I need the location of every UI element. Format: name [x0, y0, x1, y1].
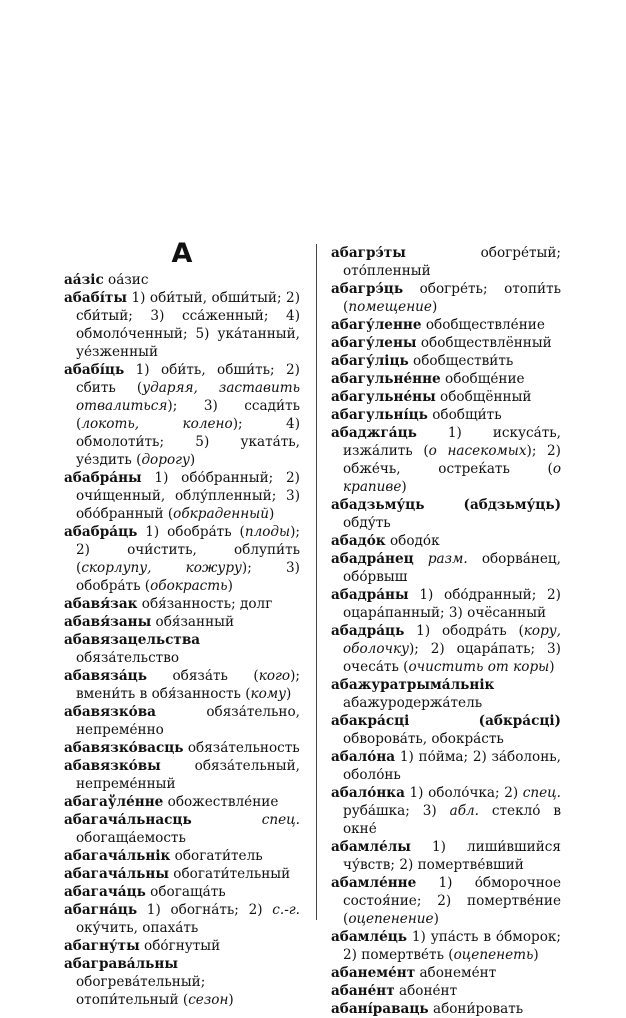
entry-translation: 1) упа́сть в о́бморок; 2) помертве́ть ( — [343, 929, 561, 963]
entry-translation: 1) обобра́ть ( — [137, 524, 245, 540]
dictionary-entry — [64, 811, 300, 847]
entry-headword: абажуратрыма́льнік — [331, 677, 495, 693]
dictionary-entry — [64, 631, 300, 667]
entry-label: локоть, колено — [81, 416, 233, 432]
dictionary-entry — [64, 739, 300, 757]
entry-translation: обо́гнутый — [139, 938, 221, 954]
entry-label: дорогу — [141, 452, 190, 468]
entry-label: абл. — [449, 803, 479, 819]
dictionary-entry — [64, 865, 300, 883]
entry-label: обокрасть — [150, 578, 228, 594]
entry-translation: ) — [433, 911, 439, 927]
entry-translation: ); 4) обмолоти́ть; 5) уката́ть, уе́здить ( — [76, 416, 300, 468]
dictionary-entry — [331, 622, 561, 676]
entry-translation: обогре́ть; отопи́ть ( — [343, 281, 561, 315]
entry-label: спец. — [261, 812, 300, 828]
entry-label: оцепенеть — [453, 947, 534, 963]
dictionary-entry — [64, 847, 300, 865]
dictionary-entry — [331, 838, 561, 874]
entry-translation: стекло́ в окне́ — [343, 803, 561, 837]
entry-translation: обя́занный — [151, 614, 235, 630]
entry-translation: ); 2) обже́чь, остреќать ( — [343, 443, 561, 477]
entry-headword: абані́раваць — [331, 1001, 429, 1017]
entry-label: плоды — [244, 524, 291, 540]
entry-label: с.-г. — [272, 902, 300, 918]
entry-translation: обобществле́ние — [421, 317, 545, 333]
entry-headword: абавязко́ва — [64, 704, 156, 720]
entry-headword: абадра́ны — [331, 587, 409, 603]
entry-translation: ) — [228, 992, 234, 1008]
dictionary-entry — [331, 928, 561, 964]
entry-headword: абагача́льны — [64, 866, 169, 882]
dictionary-entry — [64, 361, 300, 469]
entry-translation: обобще́ние — [440, 371, 525, 387]
entry-headword: абагна́ць — [64, 902, 138, 918]
entry-translation: ) — [401, 479, 407, 495]
entry-translation: обогаща́емость — [76, 830, 186, 846]
entry-label: разм. — [427, 551, 468, 567]
entry-label: о насекомых — [428, 443, 527, 459]
entry-label: кору, оболочку — [343, 623, 561, 657]
dictionary-entry — [64, 757, 300, 793]
entry-translation: абонеме́нт — [415, 965, 497, 981]
entry-translation: обяза́тельно, непреме́нно — [76, 704, 300, 738]
entry-translation: ) — [286, 686, 292, 702]
entry-translation: обяза́тельность — [183, 740, 300, 756]
entry-translation: обожествле́ние — [163, 794, 279, 810]
dictionary-entry — [64, 271, 300, 289]
entry-translation: ); 2) оцара́пать; 3) очеса́ть ( — [343, 641, 561, 675]
entry-translation: 1) обогна́ть; 2) — [137, 902, 273, 918]
entry-translation: обяза́ть ( — [146, 668, 259, 684]
dictionary-entry — [64, 469, 300, 523]
entry-translation: руба́шка; 3) — [343, 803, 450, 819]
entry-headword: абагача́льнік — [64, 848, 171, 864]
entry-translation: обяза́тельство — [76, 650, 180, 666]
entry-translation: абоне́нт — [394, 983, 458, 999]
entry-translation: ); 2) очи́стить, облупи́ть ( — [76, 524, 300, 576]
entry-label: обкраденный — [173, 506, 269, 522]
dictionary-entry — [331, 676, 561, 712]
dictionary-entry — [64, 595, 300, 613]
entry-translation: обяза́тельный, непреме́нный — [76, 758, 300, 792]
entry-headword: абавяза́ць — [64, 668, 147, 684]
dictionary-entry — [331, 982, 561, 1000]
entry-headword: абабра́ны — [64, 470, 142, 486]
dictionary-entry — [331, 712, 561, 748]
entry-headword: абабра́ць — [64, 524, 138, 540]
dictionary-entry — [331, 244, 561, 280]
entry-headword: абагрэ́ты — [331, 245, 406, 261]
left-entry-list — [64, 271, 300, 1009]
entry-translation: ) — [189, 452, 196, 468]
dictionary-entry — [331, 496, 561, 532]
entry-translation: абони́ровать — [428, 1001, 524, 1017]
entry-label: скорлупу, кожуру — [81, 560, 242, 576]
entry-translation: обогати́тельный — [168, 866, 291, 882]
entry-translation: ) — [533, 947, 539, 963]
entry-translation: 1) оби́тый, обши́тый; 2) сби́тый; 3) сса́женный; 4) обмоло́ченный; 5) ука́танный, уе́зженный — [76, 290, 300, 360]
entry-translation: 1) искуса́ть, изжа́лить ( — [343, 425, 561, 459]
dictionary-entry — [331, 316, 561, 334]
entry-translation: ); 3) обобра́ть ( — [76, 560, 300, 594]
entry-translation: обобществи́ть — [408, 353, 514, 369]
entry-translation: ) — [431, 299, 438, 315]
entry-label: ударяя, заставить отвалиться — [76, 380, 300, 414]
entry-translation: абажуродержа́тель — [343, 695, 483, 711]
entry-headword: абагульне́нне — [331, 371, 441, 387]
dictionary-entry — [331, 748, 561, 784]
entry-translation: 1) обо́бранный; 2) очи́щенный, облу́пленный; 3) обо́бранный ( — [76, 470, 300, 522]
entry-label: помещение — [348, 299, 432, 315]
entry-label: сезон — [188, 992, 229, 1008]
entry-headword: абавязко́васць — [64, 740, 184, 756]
dictionary-entry — [331, 424, 561, 496]
entry-label: очистить от коры — [408, 659, 550, 675]
section-letter: А — [171, 238, 193, 269]
right-column — [331, 244, 561, 1018]
dictionary-entry — [331, 874, 561, 928]
entry-headword: абадзьму́ць (абдзьму́ць) — [331, 497, 561, 513]
dictionary-entry — [331, 388, 561, 406]
column-divider — [316, 244, 317, 920]
dictionary-entry — [64, 667, 300, 703]
entry-translation: обя́занность; долг — [137, 596, 273, 612]
entry-headword: абадо́к — [331, 533, 386, 549]
entry-headword: абагрэ́ць — [331, 281, 404, 297]
entry-translation: ) — [268, 506, 275, 522]
entry-translation — [414, 551, 428, 567]
entry-headword: абаграва́льны — [64, 956, 178, 972]
entry-headword: абагну́ты — [64, 938, 140, 954]
entry-headword: абагу́лены — [331, 335, 417, 351]
entry-headword: абагульне́ны — [331, 389, 436, 405]
entry-headword: абаджга́ць — [331, 425, 417, 441]
entry-translation: обобществлённый — [416, 335, 552, 351]
dictionary-entry — [64, 703, 300, 739]
dictionary-entry — [331, 964, 561, 982]
entry-headword: абамле́нне — [331, 875, 417, 891]
entry-translation: обворова́ть, обокра́сть — [343, 731, 504, 747]
entry-headword: абагу́ліць — [331, 353, 409, 369]
entry-headword: абавя́зак — [64, 596, 138, 612]
entry-translation: 1) оболо́чка; 2) — [404, 785, 523, 801]
entry-headword: абагу́ленне — [331, 317, 422, 333]
entry-headword: абало́нка — [331, 785, 405, 801]
dictionary-entry — [64, 793, 300, 811]
entry-headword: абамле́лы — [331, 839, 411, 855]
dictionary-entry — [331, 1000, 561, 1018]
entry-translation: ободо́к — [385, 533, 440, 549]
entry-label: спец. — [522, 785, 561, 801]
entry-headword: абамле́ць — [331, 929, 407, 945]
entry-headword: аа́зіс — [64, 272, 104, 288]
dictionary-entry — [331, 334, 561, 352]
left-column — [64, 238, 300, 1009]
entry-label: кому — [250, 686, 287, 702]
dictionary-entry — [64, 613, 300, 631]
entry-headword: абадра́ць — [331, 623, 405, 639]
entry-headword: абавя́заны — [64, 614, 152, 630]
entry-translation: 1) о́бморочное состоя́ние; 2) помертве́ние ( — [343, 875, 561, 927]
entry-headword: абадра́нец — [331, 551, 414, 567]
entry-translation: обду́ть — [343, 515, 391, 531]
entry-translation: обобщи́ть — [427, 407, 502, 423]
right-entry-list — [331, 244, 561, 1018]
entry-translation: 1) ободра́ть ( — [404, 623, 524, 639]
dictionary-entry — [331, 784, 561, 838]
dictionary-entry — [331, 586, 561, 622]
entry-translation: 1) по́йма; 2) за́болонь, оболо́нь — [343, 749, 561, 783]
dictionary-entry — [64, 523, 300, 595]
dictionary-entry — [64, 901, 300, 937]
entry-translation: оборва́нец, обо́рвыш — [343, 551, 561, 585]
dictionary-entry — [64, 883, 300, 901]
entry-headword: абабі́ць — [64, 362, 125, 378]
entry-translation: ) — [227, 578, 233, 594]
entry-headword: абанеме́нт — [331, 965, 416, 981]
entry-translation: ) — [549, 659, 555, 675]
entry-translation: 1) лиши́вшийся чу́вств; 2) помертве́вший — [343, 839, 561, 873]
entry-label: оцепенение — [348, 911, 434, 927]
entry-translation: обогати́тель — [170, 848, 263, 864]
entry-headword: абагаўле́нне — [64, 794, 164, 810]
dictionary-entry — [331, 406, 561, 424]
entry-translation — [192, 812, 262, 828]
entry-translation: ); вмени́ть в обя́занность ( — [76, 668, 300, 702]
entry-headword: абавязко́вы — [64, 758, 161, 774]
dictionary-entry — [331, 370, 561, 388]
entry-translation: обогре́тый; ото́пленный — [343, 245, 561, 279]
entry-translation: оку́чить, опаха́ть — [76, 920, 199, 936]
dictionary-entry — [331, 550, 561, 586]
entry-translation: оа́зис — [103, 272, 149, 288]
entry-headword: абагача́ць — [64, 884, 146, 900]
entry-headword: абане́нт — [331, 983, 395, 999]
entry-headword: абагульні́ць — [331, 407, 428, 423]
entry-headword: абагача́льнасць — [64, 812, 192, 828]
dictionary-entry — [64, 289, 300, 361]
dictionary-entry — [331, 532, 561, 550]
entry-headword: абакра́сці (абкра́сці) — [331, 713, 561, 729]
entry-translation: 1) обо́дранный; 2) оцара́панный; 3) очёсанный — [343, 587, 561, 621]
entry-label: кого — [258, 668, 291, 684]
dictionary-entry — [331, 352, 561, 370]
entry-translation: 1) оби́ть, обши́ть; 2) сбить ( — [76, 362, 300, 396]
entry-headword: абало́на — [331, 749, 396, 765]
entry-translation: обобщённый — [435, 389, 532, 405]
entry-label: о крапиве — [343, 461, 561, 495]
entry-translation: ); 3) ссади́ть ( — [76, 398, 300, 432]
entry-translation: обогаща́ть — [145, 884, 226, 900]
dictionary-entry — [331, 280, 561, 316]
entry-headword: абабі́ты — [64, 290, 127, 306]
dictionary-entry — [64, 937, 300, 955]
entry-headword: абавязацельства — [64, 632, 201, 648]
entry-translation: обогрева́тельный; отопи́тельный ( — [76, 974, 206, 1008]
